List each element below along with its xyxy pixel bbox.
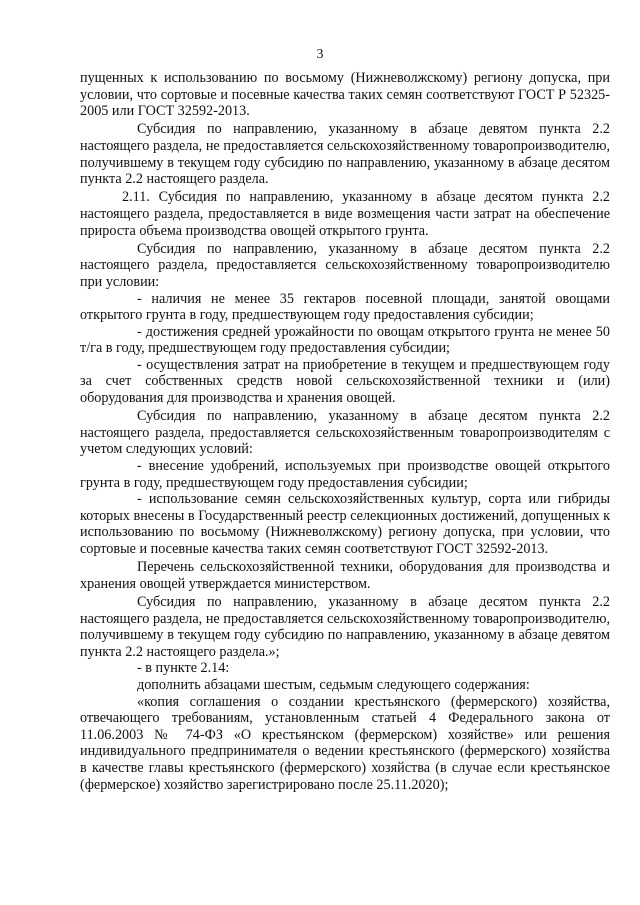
paragraph: Субсидия по направлению, указанному в абзаце десятом пункта 2.2 настоящего раздела, предоставляется сельскохозяйственному товаропроизводителю при условии: — [80, 240, 610, 290]
paragraph-clause-2-11: 2.11. Субсидия по направлению, указанному в абзаце десятом пункта 2.2 настоящего раздела, предоставляется в виде возмещения части затрат на обеспечение прироста объема производства овощей открытого грунта. — [80, 189, 610, 239]
document-body — [80, 70, 610, 793]
page-number: 3 — [316, 47, 324, 62]
list-item: - наличия не менее 35 гектаров посевной площади, занятой овощами открытого грунта в году, предшествующем году предоставления субсидии; — [80, 290, 610, 324]
list-item: - использование семян сельскохозяйственных культур, сорта или гибриды которых внесены в Государственный реестр селекционных достижений, допущенных к использованию по восьмому (Нижневолжскому) региону допуска, при условии, что сортовые и посевные качества таких семян соответствуют ГОСТ 32592-2013. — [80, 491, 610, 557]
paragraph: Субсидия по направлению, указанному в абзаце десятом пункта 2.2 настоящего раздела, не предоставляется сельскохозяйственному товаропроизводителю, получившему в текущем году субсидию по направлению, указанному в абзаце девятом пункта 2.2 настоящего раздела.»; — [80, 593, 610, 660]
paragraph: Перечень сельскохозяйственной техники, оборудования для производства и хранения овощей утверждается министерством. — [80, 559, 610, 592]
paragraph: Субсидия по направлению, указанному в абзаце десятом пункта 2.2 настоящего раздела, предоставляется сельскохозяйственным товаропроизводителям с учетом следующих условий: — [80, 408, 610, 458]
quoted-paragraph: «копия соглашения о создании крестьянского (фермерского) хозяйства, отвечающего требованиям, установленным статьей 4 Федерального закона от 11.06.2003 № 74-ФЗ «О крестьянском (фермерском) хозяйстве» или решения индивидуального предпринимателя о ведении крестьянского (фермерского) хозяйства в качестве главы крестьянского (фермерского) хозяйства (в случае если крестьянское (фермерское) хозяйство зарегистрировано после 25.11.2020); — [80, 693, 610, 793]
list-item: - достижения средней урожайности по овощам открытого грунта не менее 50 т/га в году, предшествующем году предоставления субсидии; — [80, 323, 610, 357]
list-item: - в пункте 2.14: — [137, 660, 230, 677]
paragraph: Субсидия по направлению, указанному в абзаце девятом пункта 2.2 настоящего раздела, не предоставляется сельскохозяйственному товаропроизводителю, получившему в текущем году субсидию по направлению, указанному в абзаце десятом пункта 2.2 настоящего раздела. — [80, 121, 610, 188]
paragraph: дополнить абзацами шестым, седьмым следующего содержания: — [137, 676, 530, 693]
list-item: - внесение удобрений, используемых при производстве овощей открытого грунта в году, предшествующем году предоставления субсидии; — [80, 458, 610, 491]
paragraph-continuation: пущенных к использованию по восьмому (Нижневолжскому) региону допуска, при условии, что сортовые и посевные качества таких семян соответствуют ГОСТ Р 52325-2005 или ГОСТ 32592-2013. — [80, 70, 610, 120]
list-item: - осуществления затрат на приобретение в текущем и предшествующем году за счет собственных средств новой сельскохозяйственной техники и (или) оборудования для производства и хранения овощей. — [80, 356, 610, 407]
